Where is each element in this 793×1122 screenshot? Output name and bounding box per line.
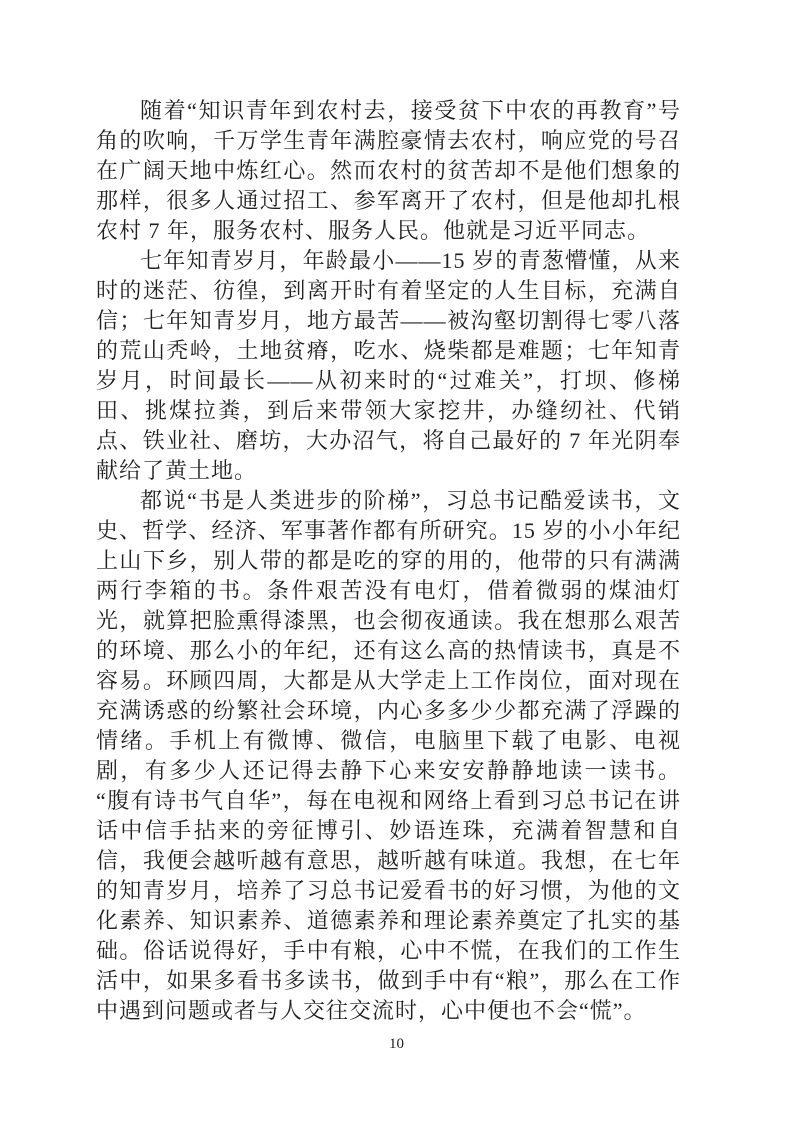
paragraph: 七年知青岁月，年龄最小——15 岁的青葱懵懂，从来时的迷茫、彷徨，到离开时有着坚定的人生目标，充满自信；七年知青岁月，地方最苦——被沟壑切割得七零八落的荒山秃岭，土地贫瘠，吃水、烧柴都是难题；七年知青岁月，时间最长——从初来时的“过难关”，打坝、修梯田、挑煤拉粪，到后来带领大家挖井，办缝纫社、代销点、铁业社、磨坊，大办沼气，将自己最好的 7 年光阴奉献给了黄土地。: [96, 248, 681, 483]
page-number: 10: [389, 1036, 404, 1052]
paragraph: 都说“书是人类进步的阶梯”，习总书记酷爱读书，文史、哲学、经济、军事著作都有所研究。15 岁的小小年纪上山下乡，别人带的都是吃的穿的用的，他带的只有满满两行李箱的书。条件艰苦没有电灯，借着微弱的煤油灯光，就算把脸熏得漆黑，也会彻夜通读。我在想那么艰苦的环境、那么小的年纪，还有这么高的热情读书，真是不容易。环顾四周，大都是从大学走上工作岗位，面对现在充满诱惑的纷繁社会环境，内心多多少少都充满了浮躁的情绪。手机上有微博、微信，电脑里下载了电影、电视剧，有多少人还记得去静下心来安安静静地读一读书。“腹有诗书气自华”，每在电视和网络上看到习总书记在讲话中信手拈来的旁征博引、妙语连珠，充满着智慧和自信，我便会越听越有意思，越听越有味道。我想，在七年的知青岁月，培养了习总书记爱看书的好习惯，为他的文化素养、知识素养、道德素养和理论素养奠定了扎实的基础。俗话说得好，手中有粮，心中不慌，在我们的工作生活中，如果多看书多读书，做到手中有“粮”，那么在工作中遇到问题或者与人交往交流时，心中便也不会“慌”。: [96, 488, 681, 1023]
document-body: [96, 96, 681, 1026]
paragraph: 随着“知识青年到农村去，接受贫下中农的再教育”号角的吹响，千万学生青年满腔豪情去农村，响应党的号召在广阔天地中炼红心。然而农村的贫苦却不是他们想象的那样，很多人通过招工、参军离开了农村，但是他却扎根农村 7 年，服务农村、服务人民。他就是习近平同志。: [96, 98, 681, 243]
